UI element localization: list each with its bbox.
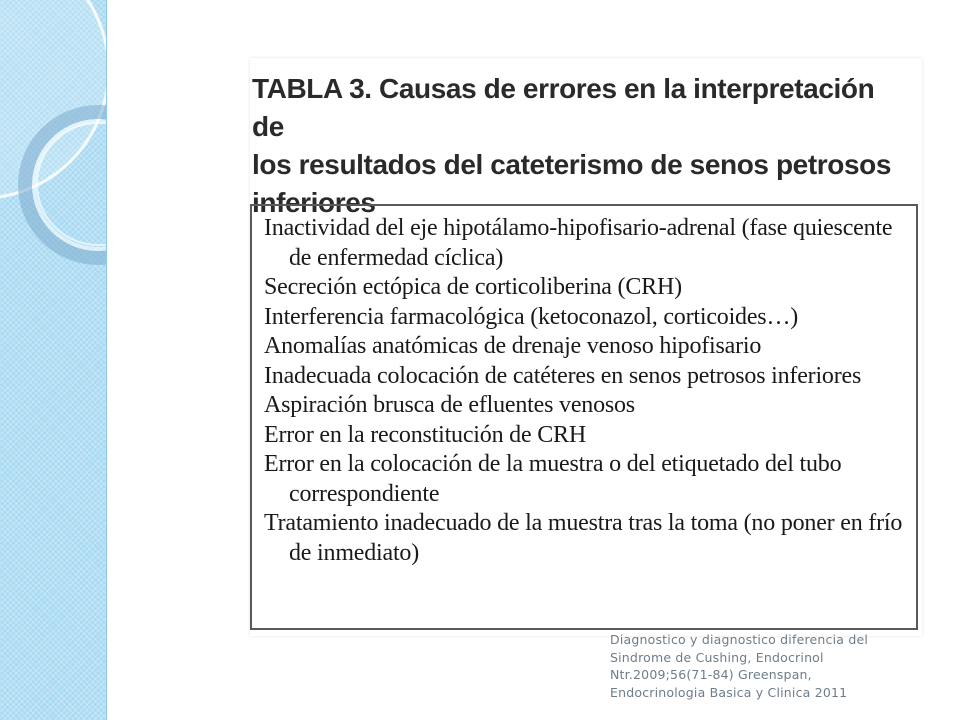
- citation-text: Diagnostico y diagnostico diferencia del Sindrome de Cushing, Endocrinol Ntr.2009;56(71-84) Greenspan, Endocrinologia Basica y Clinica 2011: [610, 632, 869, 700]
- table-item: Error en la reconstitución de CRH: [264, 421, 586, 448]
- table-item: Interferencia farmacológica (ketoconazol, corticoides…): [264, 303, 799, 330]
- table-item: Aspiración brusca de efluentes venosos: [264, 392, 635, 418]
- table-item: Inactividad del eje hipotálamo-hipofisario-adrenal (fase quiescente de enfermedad cíclica): [264, 215, 893, 271]
- table-item: Error en la colocación de la muestra o del etiquetado del tubo correspondiente: [264, 451, 842, 507]
- table-item: Tratamiento inadecuado de la muestra tras la toma (no poner en frío de inmediato): [264, 510, 903, 566]
- table-figure: [250, 58, 922, 636]
- table-item: Secreción ectópica de corticoliberina (CRH): [264, 274, 682, 300]
- table-box: [250, 204, 918, 630]
- table-item: Inadecuada colocación de catéteres en senos petrosos inferiores: [264, 362, 862, 389]
- table-title: TABLA 3. Causas de errores en la interpretación de los resultados del cateterismo de senos petrosos inferiores: [252, 73, 892, 218]
- decorative-circles: [0, 0, 106, 720]
- table-item: Anomalías anatómicas de drenaje venoso hipofisario: [264, 333, 762, 359]
- table-item-list: [264, 214, 916, 568]
